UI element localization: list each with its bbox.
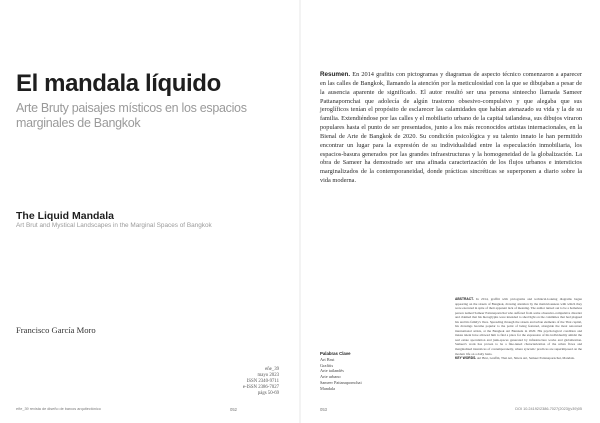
- meta-line: ISSN 2340-9711: [246, 379, 279, 385]
- keyword-item: Arte tailandés: [320, 368, 344, 374]
- meta-line: mayo 2023: [257, 373, 279, 379]
- page-number-right: 053: [320, 407, 327, 412]
- meta-line: e-ISSN 2386-7027: [242, 385, 279, 391]
- keyword-item: Mandala: [320, 385, 336, 391]
- journal-metadata: [200, 367, 279, 397]
- english-title: The Liquid Mandala: [16, 210, 115, 222]
- meta-line: eñe_39: [265, 367, 279, 372]
- keyword-item: Sameer Pattanapornchai: [320, 379, 362, 385]
- keyword-item: Art Brut: [320, 356, 335, 362]
- key-words-paragraph: [455, 356, 582, 361]
- keyword-item: Grafitis: [320, 362, 334, 368]
- palabras-clave-label: Palabras Clave: [320, 351, 351, 356]
- abstract-text: In 2014, graffiti with pictograms and technical-looking diagrams began appearing on the streets of Bangkok, drawing attention by the meticulousness with which they were executed in spite of their apparent lack of meaning. The author turned out to be a homeless person named Sameer Pattanapornchai who suffered from some obsessive-compulsive disorder and claimed that his hieroglyphs were intended to shed light on the calamities that had plagued his and his family's lives. Spreading through the streets and urban elements of the Thai capital, his drawings became popular to the point of being featured, alongside the most renowned international artists, at the Bangkok Art Biennale in 2020. His psychological condition and innate talent have allowed him to find a place for the expression of his individuality amidst the real estate speculation and junk-spaces generated by infrastructure works and globalization. Sameer's work has proven to be a fine-tuned characterization of the urban flows and marginalized interstices of contemporaneity, where syncretic practices are superimposed on the modern life on a daily basis.: [455, 297, 583, 356]
- keyword-item: Arte urbano: [320, 374, 341, 380]
- abstract-block: [455, 297, 582, 361]
- page-number-left: 052: [230, 407, 237, 412]
- key-words-text: Art Brut, Graffiti, Thai Art, Sitters Art, Sameer Pattanapornchai, Mandala.: [476, 356, 575, 361]
- resumen-text: En 2014 grafitis con pictogramas y diagramas de aspecto técnico comenzaron a aparecer en las calles de Bangkok, llamando la atención por la meticulosidad con la que se dibujaban a pesar de la ausencia aparente de significado. El autor resultó ser una persona sinteecho llamada Sameer Pattanapornchai que adolecía de algún trastorno obsesivo-compulsivo y que alegaba que sus jeroglíficos tenían el propósito de esclarecer las calamidades que habían atenazado su vida y la de su familia. Extendiéndose por las calles y el mobiliario urbano de la capital tailandesa, sus dibujos viraron populares hasta el punto de ser presentados, junto a los más reconocidos artistas internacionales, en la Bienal de Arte de Bangkok de 2020. Su condición psicológica y su talento innato le han permitido encontrar un lugar para la expresión de su individualidad entre la especulación inmobiliaria, los espacios-basura generados por las grandes infraestructuras y la homogeneidad de la globalización. La obra de Sameer ha demostrado ser una afinada caracterización de los flujos urbanos e intersticios marginalizados de la contemporaneidad, donde prácticas sincréticas se superponen a diario sobre la vida moderna.: [320, 71, 582, 185]
- resumen-label: Resumen.: [320, 71, 351, 78]
- abstract-paragraph: [455, 297, 582, 356]
- doi-link[interactable]: DOI 10.24192/2386-7027(2023)(v39)05: [515, 407, 582, 411]
- english-subtitle: Art Brut and Mystical Landscapes in the Marginal Spaces of Bangkok: [16, 222, 212, 229]
- palabras-clave: [320, 351, 410, 392]
- journal-footer: eñe_39 revista de diseño de barcos arquitectónico: [16, 407, 101, 411]
- meta-line: págs 50-69: [257, 391, 279, 397]
- resumen-paragraph: [320, 71, 582, 186]
- abstract-label: ABSTRACT.: [455, 297, 474, 301]
- article-subtitle: Arte Bruty paisajes místicos en los espacios marginales de Bangkok: [16, 101, 247, 130]
- key-words-label: KEY WORDS.: [455, 356, 477, 361]
- author-name: Francisco García Moro: [16, 325, 96, 335]
- article-title: El mandala líquido: [16, 70, 221, 97]
